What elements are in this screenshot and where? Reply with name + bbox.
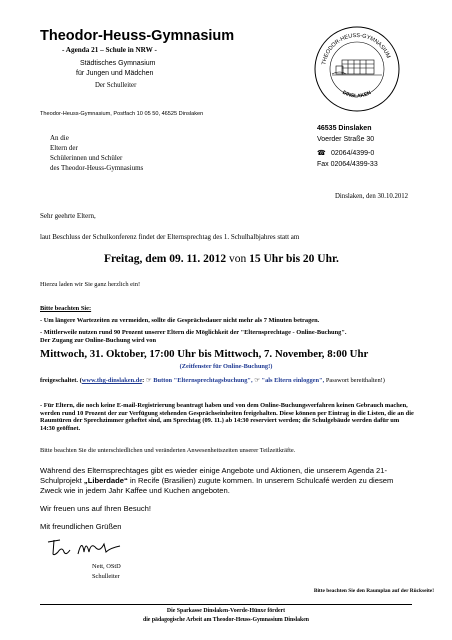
notice-item2b: Der Zugang zur Online-Buchung wird von — [40, 337, 157, 344]
school-type-line2: für Jungen und Mädchen — [76, 70, 154, 77]
phone-icon: ☎ — [317, 150, 326, 157]
recipient-line3: Schülerinnen und Schüler — [50, 154, 123, 162]
agenda-paragraph — [40, 466, 412, 497]
event-line — [104, 253, 339, 265]
no-email-text: - Für Eltern, die noch keine E-mail-Registrierung beantragt haben und von dem Online-Buchungsverfahren keinen Gebrauch machen, werden rund 10 Prozent der zur Verfügung stehenden Gesprächseinheiten freigehalten. Diese können per Eintrag in die Listen, die an die Raumtüren der Sprechzimmer geheftet sind, am Sprechtag (09. 11.) ab 14:30 reserviert werden; die Schulgebäude werden dafür um 14:30 geöffnet. — [40, 402, 414, 432]
sender-line: Theodor-Heuss-Gymnasium, Postfach 10 05 50, 46525 Dinslaken — [40, 111, 204, 117]
pointing-hand-icon-2: ☞ — [254, 377, 260, 384]
event-date: Freitag, dem 09. 11. 2012 — [104, 253, 227, 265]
pointing-hand-icon: ☞ — [145, 377, 152, 384]
recipient-block — [50, 133, 143, 173]
notice-item2a: - Mittlerweile nutzen rund 90 Prozent unserer Eltern die Möglichkeit der "Elternsprechtage - Online-Buchung". — [40, 329, 347, 336]
project-name: „Liberdade“ — [83, 476, 128, 486]
step1-colon: : — [142, 377, 145, 384]
step1-text: Button "Elternsprechtagsbuchung", — [153, 377, 253, 384]
step2-text: "als Eltern einloggen", — [261, 377, 325, 384]
contact-street: Voerder Straße 30 — [317, 135, 375, 143]
date-line: Dinslaken, den 30.10.2012 — [335, 193, 409, 200]
event-from: von — [229, 253, 247, 265]
school-seal — [312, 24, 402, 114]
see-reverse-note: Bitte beachten Sie den Raumplan auf der Rückseite! — [313, 588, 434, 594]
signature-name: Nett, OStD — [92, 563, 121, 570]
school-website-link[interactable]: www.thg-dinslaken.de — [81, 377, 143, 384]
intro-text: laut Beschluss der Schulkonferenz findet der Elternsprechtag des 1. Schulhalbjahres statt am — [40, 233, 300, 241]
notice-heading: Bitte beachten Sie: — [40, 305, 92, 312]
recipient-line4: des Theodor-Heuss-Gymnasiums — [50, 164, 144, 172]
booking-steps — [40, 377, 414, 385]
signature-role: Schulleiter — [92, 573, 120, 580]
contact-phone-row — [317, 149, 378, 160]
contact-city: 46535 Dinslaken — [317, 125, 372, 132]
recipient-line1: An die — [50, 134, 69, 142]
step2-post: Passwort bereithalten!) — [325, 377, 385, 384]
contact-fax: Fax 02064/4399-33 — [317, 160, 378, 168]
agenda-para-2: in Recife (Brasilien) zugute kommen. In unserem Schulcafé werden zu diesem Zweck wie in jedem Jahr Kaffee und Kuchen angeboten. — [40, 476, 394, 496]
school-type-line1: Städtisches Gymnasium — [80, 60, 156, 67]
agenda-line: - Agenda 21 – Schule in NRW - — [62, 46, 157, 54]
seal-top-text: THEODOR-HEUSS-GYMNASIUM — [321, 32, 391, 66]
recipient-line2: Eltern der — [50, 144, 78, 152]
school-name: Theodor-Heuss-Gymnasium — [40, 28, 235, 44]
booking-window-note: (Zeitfenster für Online-Buchung!) — [179, 363, 273, 370]
contact-phone: 02064/4399-0 — [331, 150, 375, 157]
visit-text: Wir freuen uns auf Ihren Besuch! — [40, 504, 152, 513]
open-paren: ( — [79, 377, 82, 384]
footer-divider — [40, 604, 412, 605]
invite-text: Hierzu laden wir Sie ganz herzlich ein! — [40, 281, 141, 288]
seal-bottom-text: DINSLAKEN — [341, 89, 373, 100]
contact-block — [317, 124, 378, 170]
closing-text: Mit freundlichen Grüßen — [40, 522, 122, 531]
event-time: 15 Uhr bis 20 Uhr — [249, 253, 337, 265]
salutation: Sehr geehrte Eltern, — [40, 212, 96, 220]
booking-window: Mittwoch, 31. Oktober, 17:00 Uhr bis Mittwoch, 7. November, 8:00 Uhr — [40, 348, 369, 360]
attendance-text: Bitte beachten Sie die unterschiedlichen und veränderten Anwesenheitszeiten unserer Teilzeitkräfte. — [40, 447, 296, 454]
principal-title: Der Schulleiter — [95, 82, 137, 89]
agenda-para-1: Während des Elternsprechtages gibt es wieder einige Angebote und Aktionen, die unserem Agenda 21-Schulprojekt — [40, 466, 388, 486]
released-text: freigeschaltet. — [40, 377, 79, 384]
footer-line1: Die Sparkasse Dinslaken-Voerde-Hünxe fördert — [166, 608, 286, 614]
footer-line2: die pädagogische Arbeit am Theodor-Heuss-Gymnasium Dinslaken — [142, 617, 310, 623]
notice-item1: - Um längere Wartezeiten zu vermeiden, sollte die Gesprächsdauer nicht mehr als 7 Minuten betragen. — [40, 317, 320, 324]
handwritten-signature — [44, 534, 124, 562]
event-period: . — [336, 253, 339, 265]
